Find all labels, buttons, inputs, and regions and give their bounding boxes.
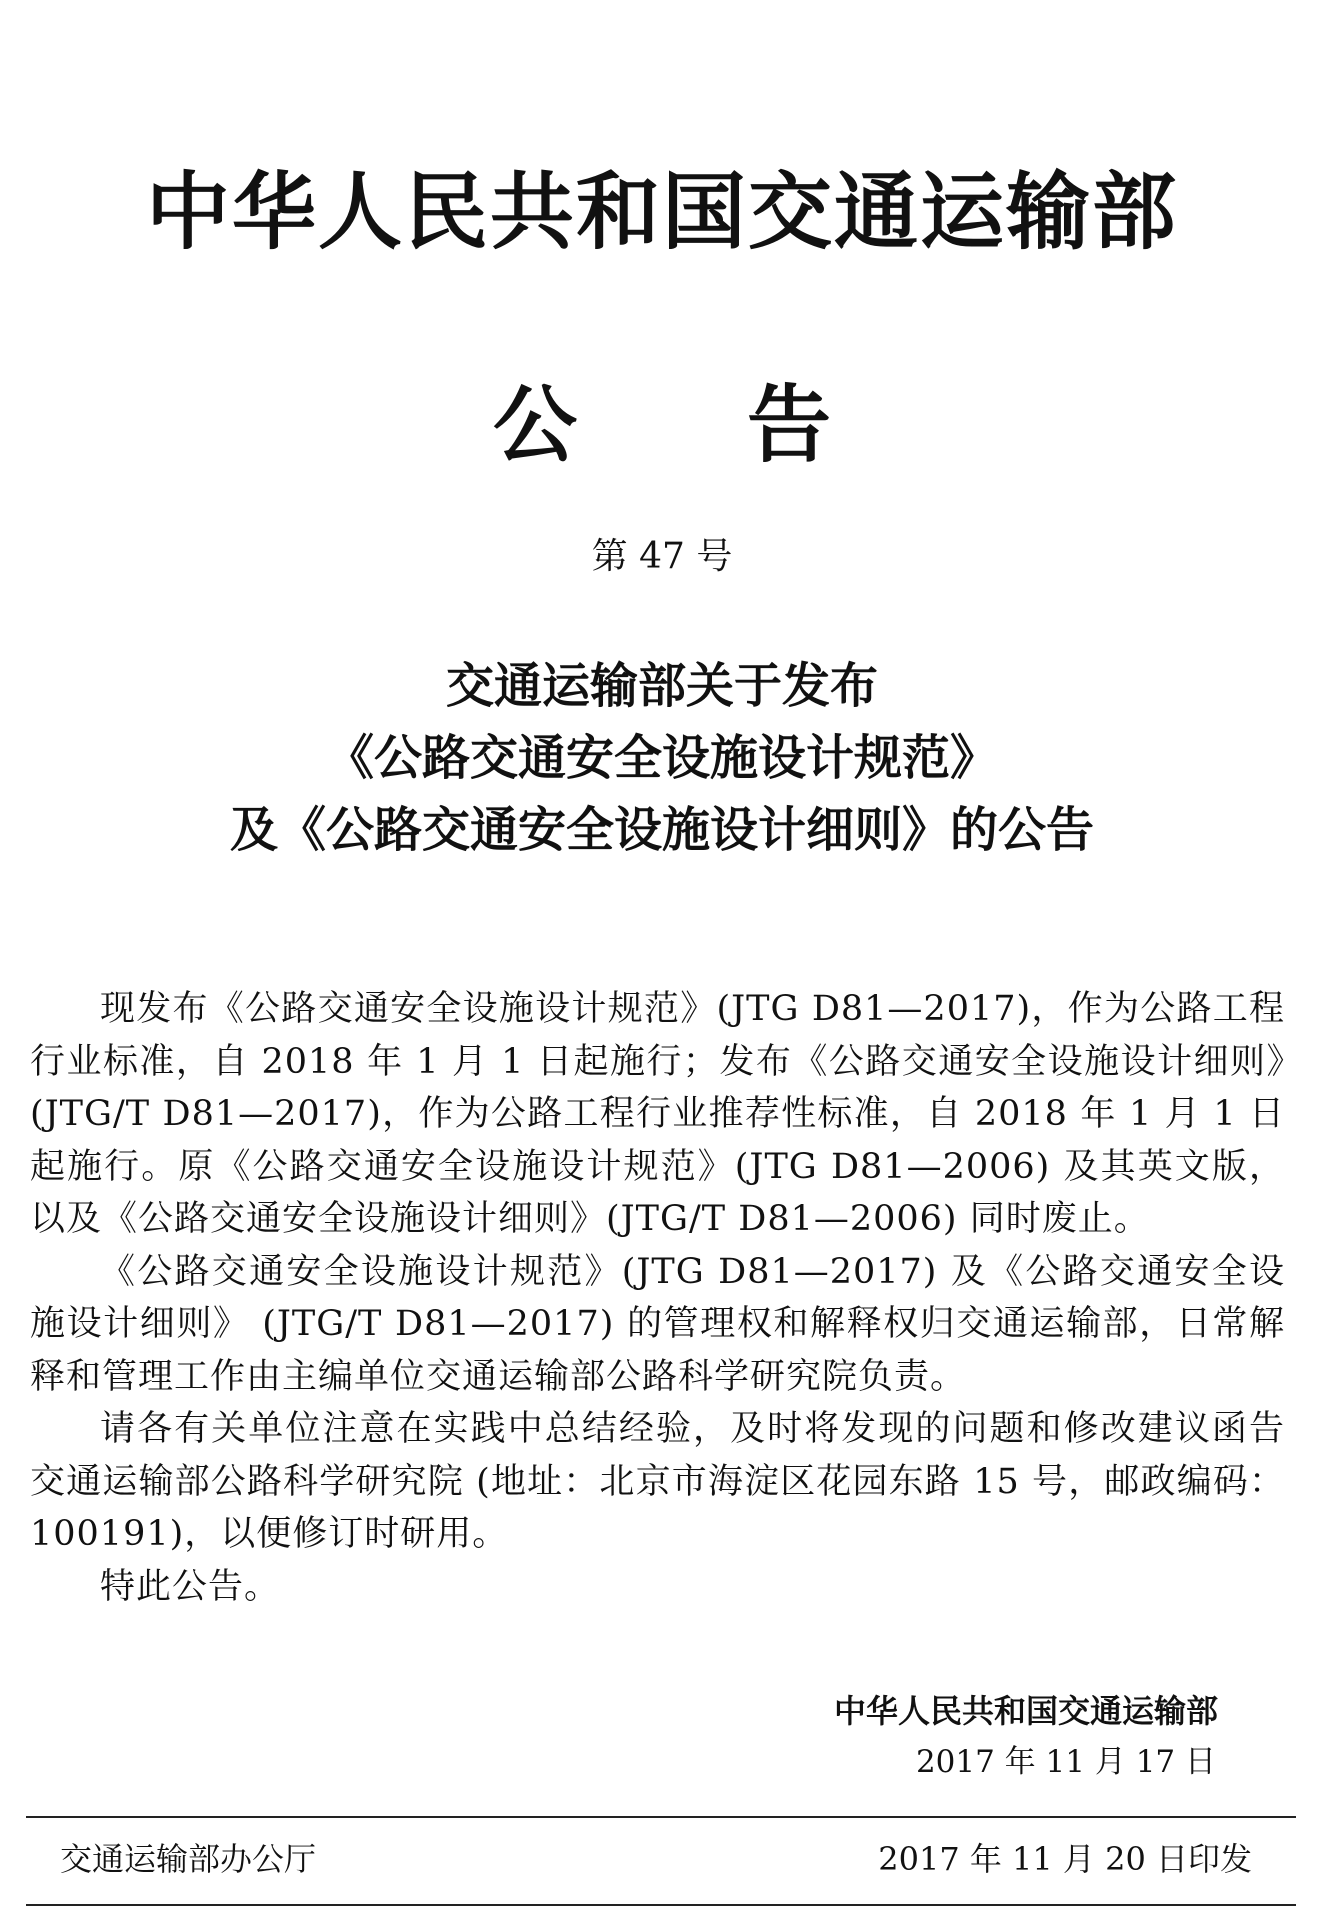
body-paragraph-2: 《公路交通安全设施设计规范》(JTG D81—2017) 及《公路交通安全设施设计细则》 (JTG/T D81—2017) 的管理权和解释权归交通运输部，日常解释和管理工作由主编单位交通运输部公路科学研究院负责。 <box>30 1251 1285 1397</box>
organization-title: 中华人民共和国交通运输部 <box>145 163 1178 261</box>
issuing-office: 交通运输部办公厅 <box>60 1840 317 1878</box>
announcement-subject <box>0 650 1324 866</box>
document-number: 第 47 号 <box>591 536 733 577</box>
subject-line-1: 交通运输部关于发布 <box>445 658 878 714</box>
subject-line-2: 《公路交通安全设施设计规范》 <box>325 730 998 786</box>
footer-top-rule <box>26 1816 1296 1818</box>
document-type-heading <box>0 375 1324 475</box>
issue-date: 2017 年 11 月 20 日印发 <box>878 1840 1252 1878</box>
document-type-char-2: 告 <box>747 376 832 474</box>
announcement-body <box>30 983 1285 1613</box>
footer-bottom-rule <box>26 1904 1296 1906</box>
body-paragraph-1: 现发布《公路交通安全设施设计规范》(JTG D81—2017)，作为公路工程行业标准，自 2018 年 1 月 1 日起施行；发布《公路交通安全设施设计细则》(JTG/T D81—2017)，作为公路工程行业推荐性标准，自 2018 年 1 月 1 日起施行。原《公路交通安全设施设计规范》(JTG D81—2006) 及其英文版，以及《公路交通安全设施设计细则》(JTG/T D81—2006) 同时废止。 <box>30 989 1285 1239</box>
document-type-char-1: 公 <box>492 376 577 474</box>
subject-line-3: 及《公路交通安全设施设计细则》的公告 <box>229 802 1094 858</box>
signing-authority: 中华人民共和国交通运输部 <box>833 1692 1218 1730</box>
body-paragraph-3: 请各有关单位注意在实践中总结经验，及时将发现的问题和修改建议函告交通运输部公路科学研究院 (地址：北京市海淀区花园东路 15 号，邮政编码：100191)，以便修订时研用。 <box>30 1409 1285 1554</box>
signing-date: 2017 年 11 月 17 日 <box>915 1744 1216 1780</box>
body-paragraph-4: 特此公告。 <box>100 1566 281 1607</box>
